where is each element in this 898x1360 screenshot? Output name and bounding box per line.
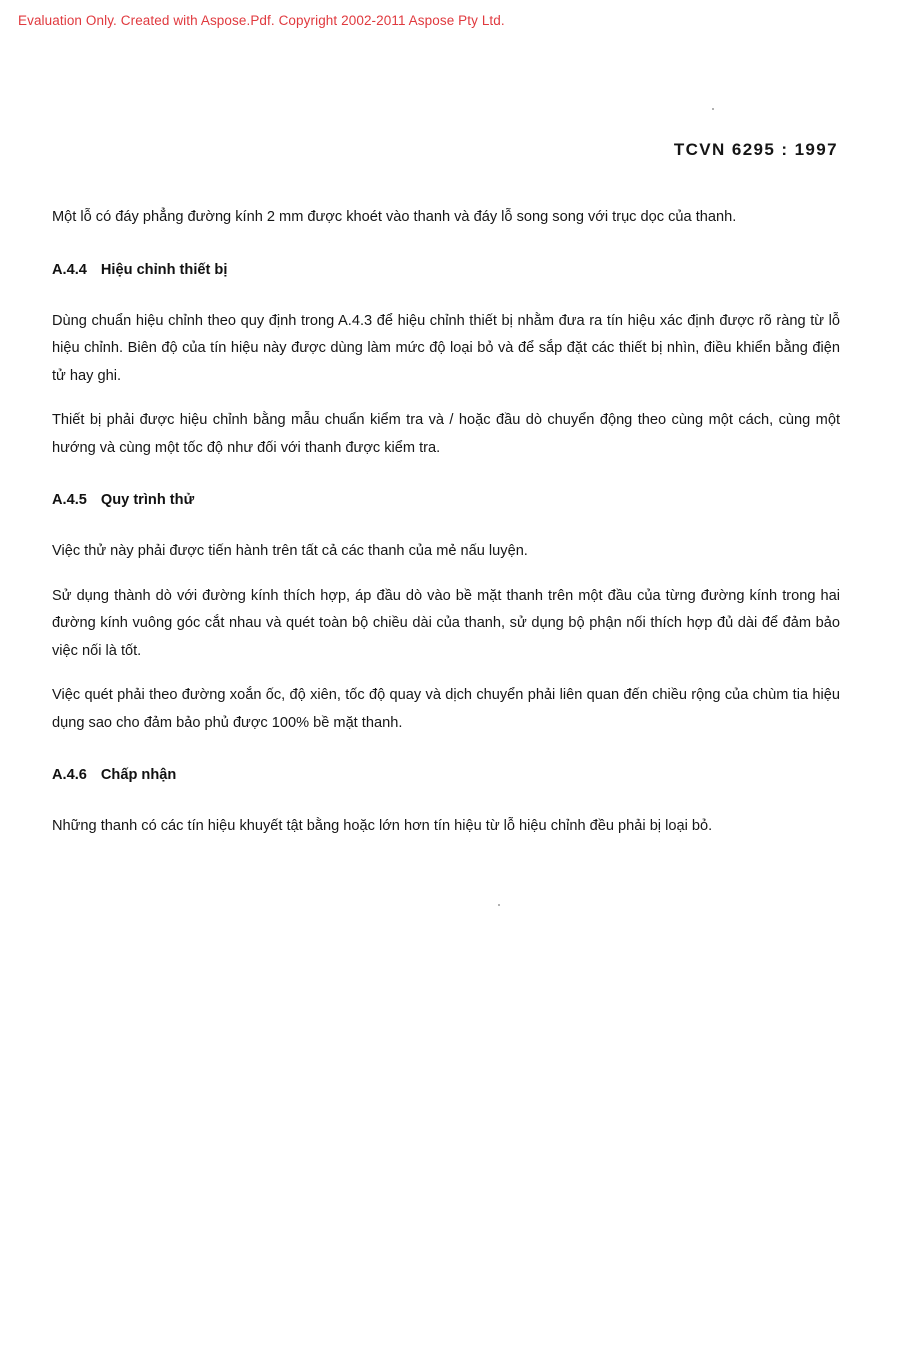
paragraph: Việc quét phải theo đường xoắn ốc, độ xiên, tốc độ quay và dịch chuyển phải liên quan đến chiều rộng của chùm tia hiệu dụng sao cho đảm bảo phủ được 100% bề mặt thanh. [52,687,840,731]
section-number: A.4.4 [52,261,87,278]
section-heading-a45 [52,489,840,511]
intro-paragraph: Một lỗ có đáy phẳng đường kính 2 mm được khoét vào thanh và đáy lỗ song song với trục dọc của thanh. [52,209,737,225]
scan-speck [498,904,500,906]
section-number: A.4.6 [52,767,87,783]
document-code: TCVN 6295 : 1997 [673,140,838,159]
paragraph: Việc thử này phải được tiến hành trên tất cả các thanh của mẻ nấu luyện. [52,543,528,559]
section-heading-a46 [52,764,840,786]
watermark: Evaluation Only. Created with Aspose.Pdf. Copyright 2002-2011 Aspose Pty Ltd. [18,13,505,28]
scan-speck [712,108,714,110]
section-title: Quy trình thử [100,492,195,508]
section-number: A.4.5 [52,492,87,508]
paragraph: Dùng chuẩn hiệu chỉnh theo quy định trong A.4.3 để hiệu chỉnh thiết bị nhằm đưa ra tín hiệu xác định được rõ ràng từ lỗ hiệu chỉnh. Biên độ của tín hiệu này được dùng làm mức độ loại bỏ và để sắp đặt các thiết bị nhìn, điều khiển bằng điện tử hay ghi. [52,312,840,384]
section-heading-a44 [52,259,840,281]
paragraph: Sử dụng thành dò với đường kính thích hợp, áp đầu dò vào bề mặt thanh trên một đầu của từng đường kính trong hai đường kính vuông góc cắt nhau và quét toàn bộ chiều dài của thanh, sử dụng bộ phận nối thích hợp đủ dài để đảm bảo việc nối là tốt. [52,587,840,659]
section-title: Chấp nhận [100,767,177,783]
paragraph: Những thanh có các tín hiệu khuyết tật bằng hoặc lớn hơn tín hiệu từ lỗ hiệu chỉnh đều phải bị loại bỏ. [52,818,713,834]
paragraph: Thiết bị phải được hiệu chỉnh bằng mẫu chuẩn kiểm tra và / hoặc đầu dò chuyển động theo cùng một cách, cùng một hướng và cùng một tốc độ như đối với thanh được kiểm tra. [52,412,840,456]
section-title: Hiệu chỉnh thiết bị [100,261,228,278]
document-body [52,204,840,858]
